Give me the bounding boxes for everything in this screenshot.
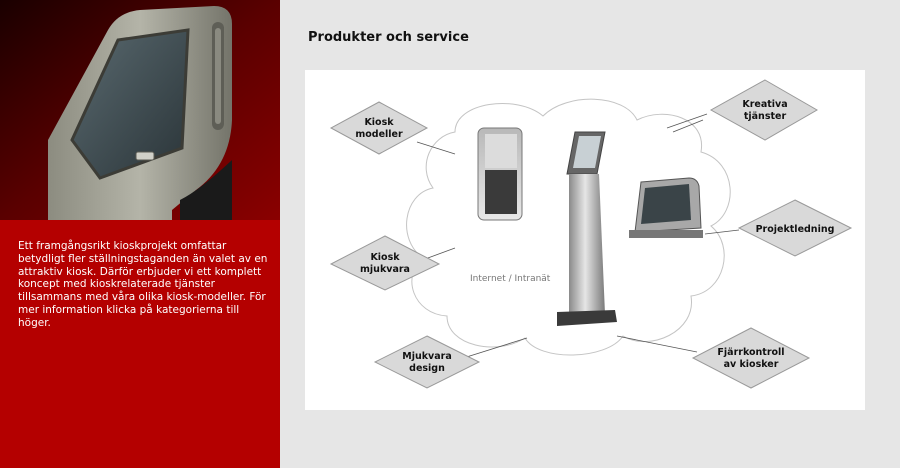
intro-text: Ett framgångsrikt kioskprojekt omfattar betydligt fler ställningstaganden än valet av en attraktiv kiosk. Därför erbjuder vi ett komplett koncept med kioskrelaterade tjänster tillsammans med våra olika kiosk-modeller. För mer information klicka på kategorierna till höger. bbox=[18, 240, 268, 329]
kiosk-hero-image bbox=[0, 0, 280, 220]
node-kreativa-tjanster[interactable] bbox=[711, 80, 817, 140]
services-diagram bbox=[305, 70, 865, 410]
node-label-line1: Mjukvara bbox=[402, 351, 452, 362]
node-label-line1: Kreativa bbox=[742, 99, 788, 110]
node-kiosk-modeller[interactable] bbox=[331, 102, 427, 154]
page-title: Produkter och service bbox=[308, 30, 469, 45]
node-label-line1: Kiosk bbox=[364, 117, 394, 128]
node-projektledning[interactable] bbox=[739, 200, 851, 256]
node-label-line1: Projektledning bbox=[755, 224, 835, 235]
node-label-line1: Fjärrkontroll bbox=[717, 347, 785, 358]
node-label-line2: design bbox=[409, 363, 445, 374]
node-label-line2: modeller bbox=[355, 129, 403, 140]
node-mjukvara-design[interactable] bbox=[375, 336, 479, 388]
desktop-kiosk-image bbox=[629, 178, 703, 238]
node-label-line2: av kiosker bbox=[723, 359, 779, 370]
left-panel bbox=[0, 0, 280, 468]
cloud-label: Internet / Intranät bbox=[470, 274, 551, 284]
node-fjarrkontroll[interactable] bbox=[693, 328, 809, 388]
node-label-line1: Kiosk bbox=[370, 252, 400, 263]
node-label-line2: tjänster bbox=[743, 111, 787, 122]
wall-kiosk-image bbox=[478, 128, 522, 220]
node-label-line2: mjukvara bbox=[360, 264, 410, 275]
